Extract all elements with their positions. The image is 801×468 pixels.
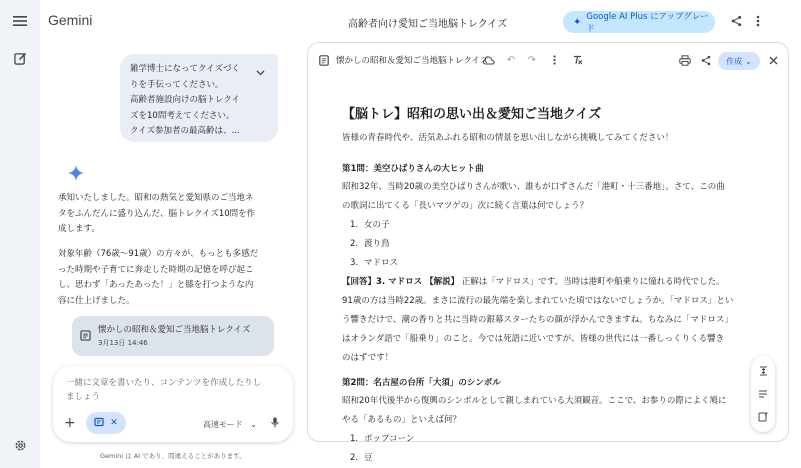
conversation-title[interactable]: 高齢者向け愛知ご当地脳トレクイズ <box>348 19 508 30</box>
document-icon <box>80 330 92 342</box>
canvas-tool-chip[interactable] <box>86 412 126 434</box>
prompt-input[interactable] <box>66 376 276 404</box>
document-icon <box>317 53 331 67</box>
canvas-panel <box>307 42 789 463</box>
canvas-icon <box>94 417 104 430</box>
create-button[interactable] <box>718 52 760 70</box>
response-line: 容に仕上げました。 <box>58 295 135 306</box>
option-item: 1. 女の子 <box>350 220 390 230</box>
option-list <box>350 216 752 273</box>
option-text: 豆 <box>364 453 373 463</box>
document-chip-title: 懐かしの昭和＆愛知ご当地脳トレクイズ <box>98 325 251 335</box>
answer-text: 正解は「マドロス」です。当時は港町や船乗りに憧れる時代でした。 <box>461 277 725 287</box>
more-vert-icon[interactable] <box>547 53 561 67</box>
undo-icon[interactable]: ↶ <box>506 54 516 66</box>
canvas-title[interactable]: 懐かしの昭和＆愛知ご当地脳トレクイズ <box>336 56 489 66</box>
document-chip[interactable] <box>72 316 274 356</box>
create-label: 作成 <box>726 56 743 66</box>
length-adjust-icon[interactable] <box>758 366 768 376</box>
question-title: 第1問：美空ひばりさんの大ヒット曲 <box>342 164 484 174</box>
response-paragraph <box>58 191 278 238</box>
expand-message-icon[interactable] <box>256 66 266 76</box>
canvas-toolbar <box>308 43 788 77</box>
user-message-line: 雑学博士になってクイズづく <box>130 64 240 74</box>
mode-selector[interactable] <box>203 419 257 430</box>
sparkle-icon: ✦ <box>573 16 582 28</box>
mode-label: 高速モード <box>203 420 243 429</box>
chevron-down-icon: ⌄ <box>250 420 257 429</box>
option-text: ポップコーン <box>364 434 415 444</box>
option-text: マドロス <box>364 258 399 268</box>
document-chip-date: 3月13日 14:46 <box>98 339 148 347</box>
document-intro: 皆様の青春時代や、活気あふれる昭和の情景を思い出しながら挑戦してみてください！ <box>342 133 674 143</box>
new-chat-icon[interactable] <box>11 49 29 67</box>
top-bar <box>40 0 801 44</box>
user-message-line: クイズ参加者の最高齢は、... <box>130 126 240 136</box>
side-rail <box>0 0 40 468</box>
cloud-sync-icon[interactable] <box>482 53 496 67</box>
prompt-box[interactable] <box>53 366 293 442</box>
response-line: 成します。 <box>58 224 100 234</box>
option-list <box>350 430 752 468</box>
response-line: し、思わず「あったあった！」と膝を打つような内 <box>58 280 254 290</box>
question-title: 第2問：名古屋の台所「大須」のシンボル <box>342 378 501 388</box>
canvas-document[interactable] <box>342 103 752 468</box>
upgrade-button[interactable] <box>563 11 715 33</box>
response-line: った時期や子育てに奔走した時期の記憶を呼び起こ <box>58 264 254 275</box>
share-icon[interactable] <box>728 13 744 29</box>
response-line: 対象年齢（76歳～91歳）の方々が、もっとも多感だ <box>58 249 259 259</box>
answer-line <box>342 273 752 292</box>
response-line: タをふんだんに盛り込んだ、脳トレクイズ10問を作 <box>58 208 256 219</box>
option-item: 2. 渡り鳥 <box>350 239 390 249</box>
question-text-line: 昭和20年代後半から復興のシンボルとして親しまれている大須観音。ここで、お参りの際によく鳩に <box>342 396 727 406</box>
redo-icon[interactable]: ↷ <box>527 54 537 66</box>
microphone-icon[interactable] <box>271 417 279 431</box>
prompt-placeholder-line: 一緒に文章を書いたり、コンテンツを作成したりし <box>66 378 262 388</box>
option-text: 渡り鳥 <box>364 239 390 249</box>
gemini-spark-icon <box>68 165 84 181</box>
edit-suggestions-icon[interactable] <box>758 412 768 422</box>
question-text-line: の歌詞に出てくる「長いマツゲの」次に続く言葉は何でしょう？ <box>342 201 589 211</box>
menu-icon[interactable] <box>11 12 29 30</box>
prompt-placeholder-line: ましょう <box>66 392 101 402</box>
option-item: 1. ポップコーン <box>350 434 415 444</box>
question-text-line: やる「あるもの」といえば何？ <box>342 415 462 425</box>
user-message-line: 高齢者施設向けの脳トレクイ <box>130 95 240 105</box>
answer-line: のはずです！ <box>342 353 394 363</box>
close-icon[interactable] <box>766 53 780 67</box>
disclaimer: Gemini は AI であり、間違えることがあります。 <box>100 452 246 460</box>
edit-tools-panel <box>751 356 775 432</box>
answer-tag: 【回答】3. マドロス 【解説】 <box>342 277 460 287</box>
main-area <box>40 0 801 468</box>
user-message-line: りを手伝ってください。 <box>130 79 224 90</box>
print-icon[interactable] <box>678 53 692 67</box>
answer-line: はオランダ語で「船乗り」のこと。今では死語に近いですが、皆様の世代には一番しっくりくる響き <box>342 334 725 344</box>
option-text: 女の子 <box>364 220 390 230</box>
document-heading: 【脳トレ】昭和の思い出＆愛知ご当地クイズ <box>342 107 602 122</box>
add-icon[interactable]: + <box>64 415 76 431</box>
option-item: 2. 豆 <box>350 453 373 463</box>
user-message-line: ズを10問考えてください。 <box>130 110 235 121</box>
response-line: 承知いたしました。昭和の熱気と愛知県のご当地ネ <box>58 193 254 203</box>
answer-line: 91歳の方は当時22歳。まさに流行の最先端を楽しまれていた頃ではないでしょうか。「マドロス」とい <box>342 296 734 306</box>
reading-level-icon[interactable] <box>758 389 768 399</box>
share-icon[interactable] <box>699 53 713 67</box>
user-message <box>120 54 278 142</box>
option-item: 3. マドロス <box>350 258 399 268</box>
response-paragraph <box>58 247 278 309</box>
chevron-down-icon: ⌄ <box>745 56 752 66</box>
app-title: Gemini <box>48 12 93 28</box>
question-text-line: 昭和32年、当時20歳の美空ひばりさんが歌い、誰もが口ずさんだ「港町・十三番地」。さて、この曲 <box>342 182 725 192</box>
upgrade-label: Google AI Plus にアップグレード <box>586 12 709 34</box>
clear-formatting-icon[interactable] <box>570 53 584 67</box>
answer-line: う響きだけで、潮の香りと共に当時の銀幕スターたちの顔が浮かんできますね。ちなみに「マドロス」 <box>342 315 733 325</box>
remove-tool-icon[interactable]: ✕ <box>110 418 118 428</box>
more-vert-icon[interactable] <box>750 13 766 29</box>
settings-icon[interactable] <box>11 436 29 454</box>
